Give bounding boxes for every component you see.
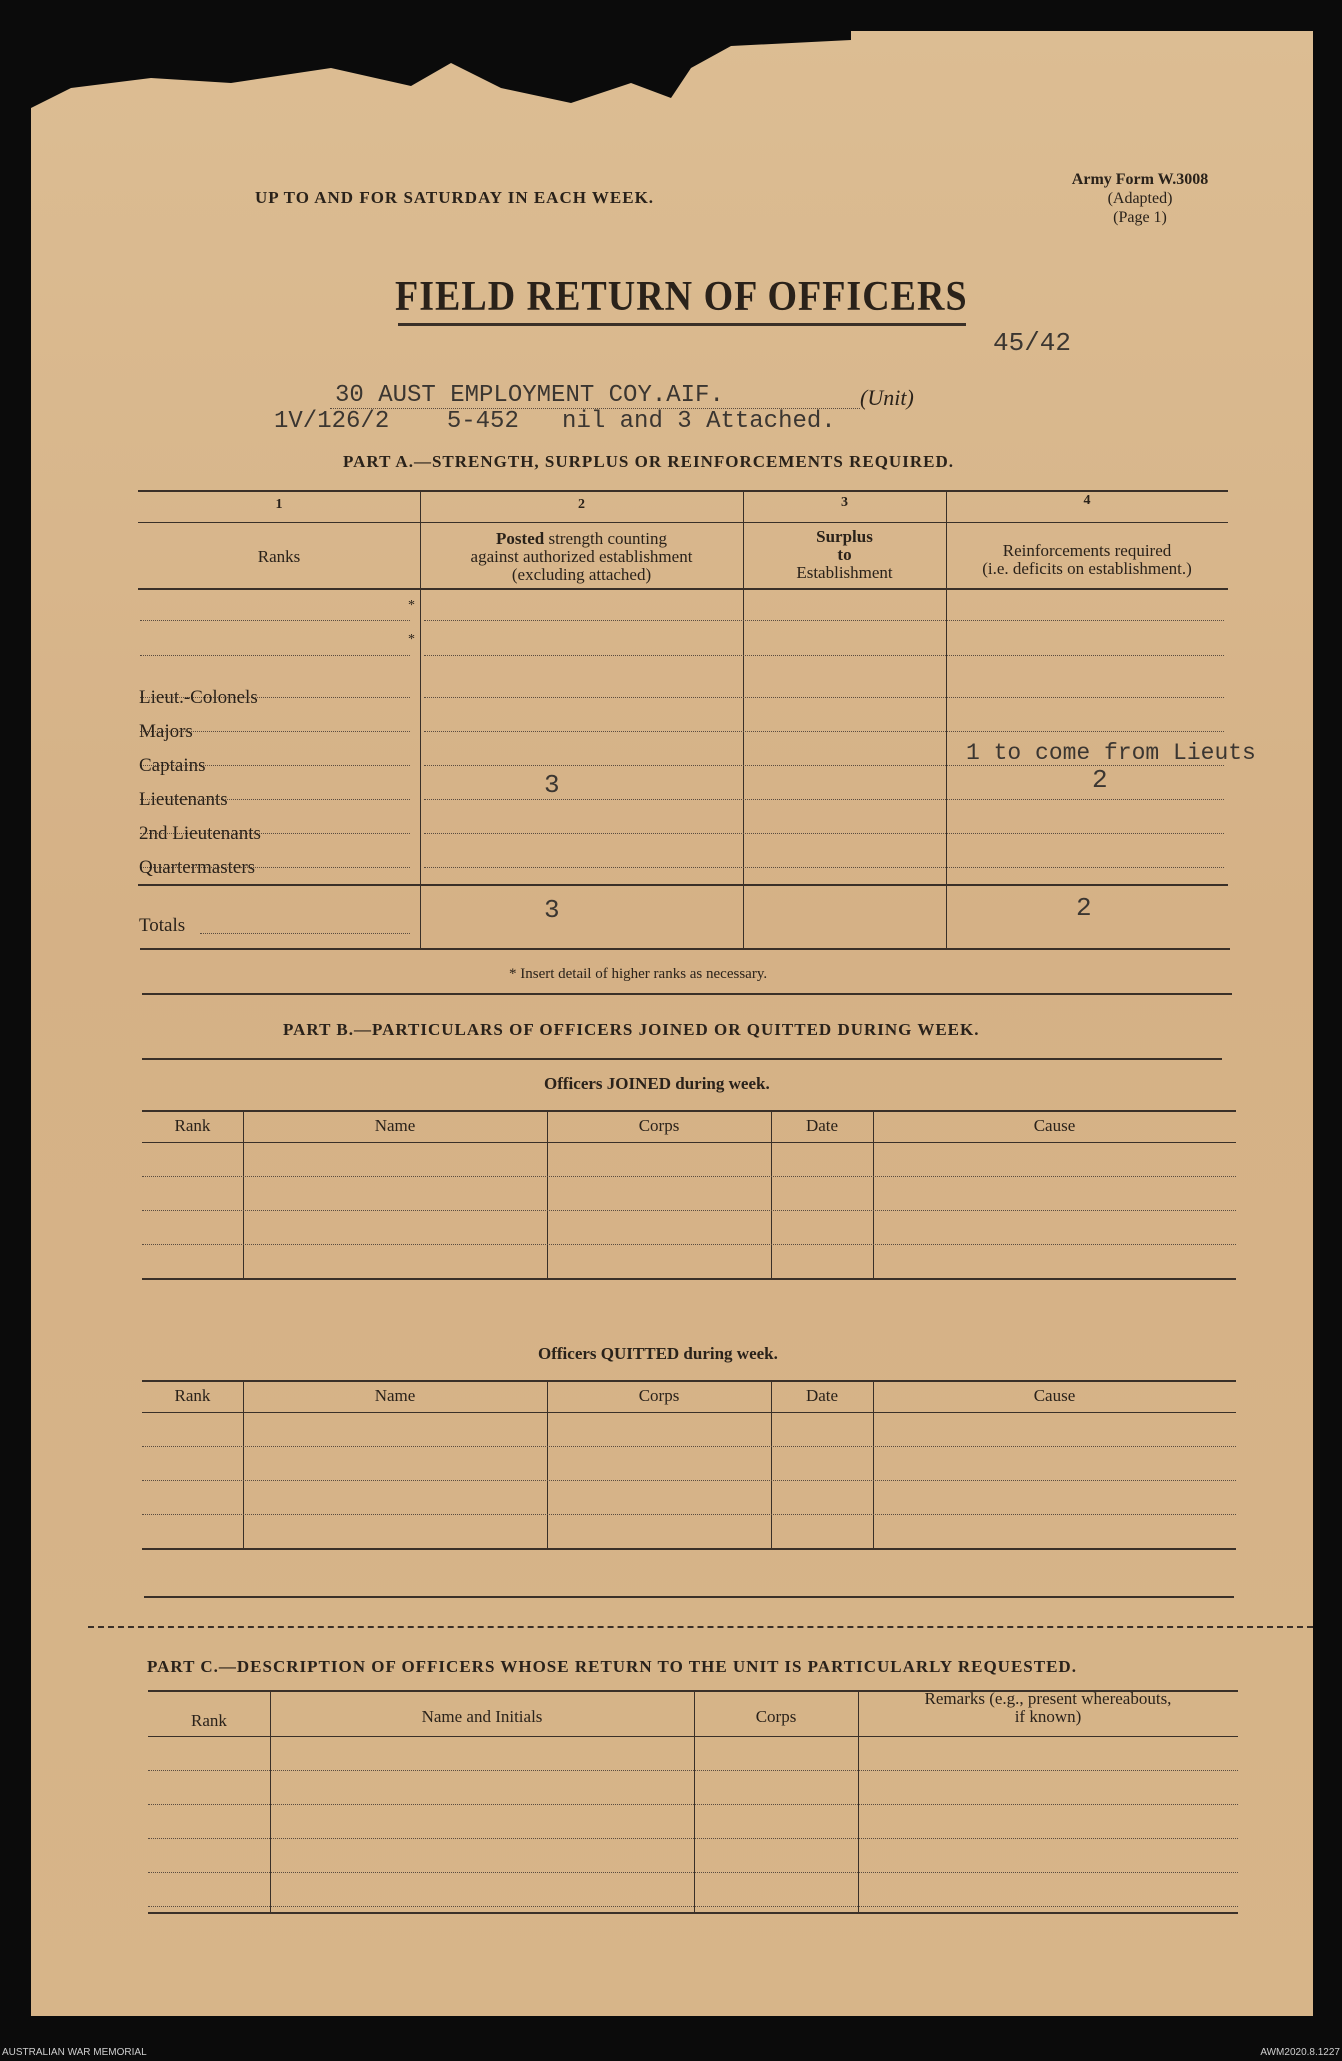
joined-header-rule xyxy=(142,1142,1236,1143)
remarks-1: Remarks (e.g., present whereabouts, xyxy=(924,1689,1172,1708)
joined-col-name: Name xyxy=(374,1116,416,1135)
form-number: Army Form W.3008 xyxy=(1071,171,1209,188)
part-b-rule xyxy=(142,1058,1222,1060)
joined-row-line xyxy=(142,1176,1236,1177)
title-underline xyxy=(398,323,966,326)
quitted-row-line xyxy=(142,1446,1236,1447)
joined-vline xyxy=(547,1110,548,1278)
joined-col-date: Date xyxy=(805,1116,839,1135)
quitted-header-rule xyxy=(142,1412,1236,1413)
part-c-header-rule xyxy=(148,1736,1238,1737)
part-a-row-line xyxy=(424,655,1224,656)
surplus-1: Surplus xyxy=(816,527,873,546)
posted-line2: against authorized establishment xyxy=(470,547,693,566)
joined-vline xyxy=(771,1110,772,1278)
rank-majors: Majors xyxy=(139,721,193,742)
col-header-surplus xyxy=(743,528,946,582)
surplus-2: to xyxy=(837,545,852,564)
totals-posted: 3 xyxy=(544,895,560,925)
col-number-1: 1 xyxy=(275,497,283,512)
totals-dots xyxy=(200,933,410,934)
part-a-row-line xyxy=(140,620,410,621)
footer-left: AUSTRALIAN WAR MEMORIAL xyxy=(2,2047,147,2058)
part-a-bottom-rule xyxy=(140,948,1230,950)
col-header-ranks: Ranks xyxy=(257,547,301,566)
part-b-heading: PART B.—PARTICULARS OF OFFICERS JOINED OR QUITTED DURING WEEK. xyxy=(283,1020,980,1039)
part-c-row-line xyxy=(148,1770,1238,1771)
quitted-vline xyxy=(547,1380,548,1548)
joined-col-cause: Cause xyxy=(1033,1116,1076,1135)
rank-lieutenants: Lieutenants xyxy=(139,789,228,810)
quitted-row-line xyxy=(142,1480,1236,1481)
joined-vline xyxy=(243,1110,244,1278)
surplus-3: Establishment xyxy=(796,563,893,582)
remarks-2: if known) xyxy=(1014,1707,1082,1726)
lieutenants-reinforcements: 2 xyxy=(1092,765,1108,795)
quitted-vline xyxy=(771,1380,772,1548)
quitted-vline xyxy=(873,1380,874,1548)
reinf-2: (i.e. deficits on establishment.) xyxy=(982,559,1192,578)
col-header-reinforcements xyxy=(946,542,1228,578)
part-a-row-line xyxy=(424,620,1224,621)
page-title: FIELD RETURN OF OFFICERS xyxy=(395,273,968,321)
part-c-row-line xyxy=(148,1906,1238,1907)
quitted-col-corps: Corps xyxy=(638,1386,680,1405)
part-c-col-remarks xyxy=(858,1690,1238,1726)
quitted-vline xyxy=(243,1380,244,1548)
part-a-row-line xyxy=(140,655,410,656)
joined-title: Officers JOINED during week. xyxy=(544,1074,770,1093)
quitted-col-cause: Cause xyxy=(1033,1386,1076,1405)
part-c-col-rank: Rank xyxy=(191,1711,227,1730)
star-2: * xyxy=(408,632,415,647)
rank-captains: Captains xyxy=(139,755,206,776)
rank-quartermasters: Quartermasters xyxy=(139,857,256,878)
part-a-row-line xyxy=(424,833,1224,834)
quitted-double-rule xyxy=(144,1596,1234,1598)
col-number-3: 3 xyxy=(841,495,848,510)
posted-rest: strength counting xyxy=(544,529,667,548)
footnote-rule xyxy=(142,993,1232,995)
joined-bottom-rule xyxy=(142,1278,1236,1280)
totals-rule xyxy=(138,884,1228,886)
joined-top-rule xyxy=(142,1110,1236,1112)
part-a-row-line xyxy=(424,731,1224,732)
quitted-col-date: Date xyxy=(805,1386,839,1405)
quitted-title: Officers QUITTED during week. xyxy=(538,1344,778,1363)
footnote: * Insert detail of higher ranks as necessary. xyxy=(509,966,768,982)
totals-reinforcements: 2 xyxy=(1076,893,1092,923)
col-number-2: 2 xyxy=(578,497,585,512)
col-header-posted xyxy=(420,530,743,584)
quitted-col-name: Name xyxy=(374,1386,416,1405)
col-number-4: 4 xyxy=(1083,493,1091,508)
part-a-colnum-rule xyxy=(138,522,1228,523)
part-c-row-line xyxy=(148,1804,1238,1805)
torn-edge xyxy=(31,28,851,118)
part-a-header-rule xyxy=(138,588,1228,590)
part-c-row-line xyxy=(148,1872,1238,1873)
form-page: (Page 1) xyxy=(1113,209,1167,226)
unit-name: 30 AUST EMPLOYMENT COY.AIF. xyxy=(335,382,724,409)
totals-label: Totals xyxy=(139,915,186,936)
part-c-col-corps: Corps xyxy=(755,1707,797,1726)
joined-row-line xyxy=(142,1244,1236,1245)
part-a-heading: PART A.—STRENGTH, SURPLUS OR REINFORCEMENTS REQUIRED. xyxy=(343,452,954,471)
joined-vline xyxy=(873,1110,874,1278)
joined-col-corps: Corps xyxy=(638,1116,680,1135)
captains-note: 1 to come from Lieuts xyxy=(966,740,1256,766)
joined-col-rank: Rank xyxy=(174,1116,211,1135)
rank-2nd-lieutenants: 2nd Lieutenants xyxy=(139,823,261,844)
reference-line: 1V/126/2 5-452 nil and 3 Attached. xyxy=(274,408,836,435)
quitted-top-rule xyxy=(142,1380,1236,1382)
form-id xyxy=(1040,170,1240,227)
quitted-bottom-rule xyxy=(142,1548,1236,1550)
part-c-heading: PART C.—DESCRIPTION OF OFFICERS WHOSE RETURN TO THE UNIT IS PARTICULARLY REQUESTED. xyxy=(147,1657,1077,1676)
posted-line3: (excluding attached) xyxy=(511,565,652,584)
star-1: * xyxy=(408,598,415,613)
form-adapted: (Adapted) xyxy=(1107,190,1173,207)
reinf-1: Reinforcements required xyxy=(1002,541,1172,560)
part-a-row-line xyxy=(424,867,1224,868)
quitted-row-line xyxy=(142,1514,1236,1515)
quitted-col-rank: Rank xyxy=(174,1386,211,1405)
footer-right: AWM2020.8.1227 xyxy=(1260,2047,1340,2058)
lieutenants-posted: 3 xyxy=(544,770,560,800)
part-a-row-line xyxy=(424,697,1224,698)
part-c-row-line xyxy=(148,1838,1238,1839)
rank-lieut-colonels: Lieut.-Colonels xyxy=(139,687,258,708)
joined-row-line xyxy=(142,1210,1236,1211)
perforation-line xyxy=(88,1626,1313,1628)
part-c-col-name: Name and Initials xyxy=(421,1707,543,1726)
part-c-bottom-rule xyxy=(148,1912,1238,1914)
top-line: UP TO AND FOR SATURDAY IN EACH WEEK. xyxy=(255,188,655,207)
file-reference: 45/42 xyxy=(993,328,1072,358)
unit-label: (Unit) xyxy=(860,385,914,410)
posted-bold: Posted xyxy=(496,529,545,548)
